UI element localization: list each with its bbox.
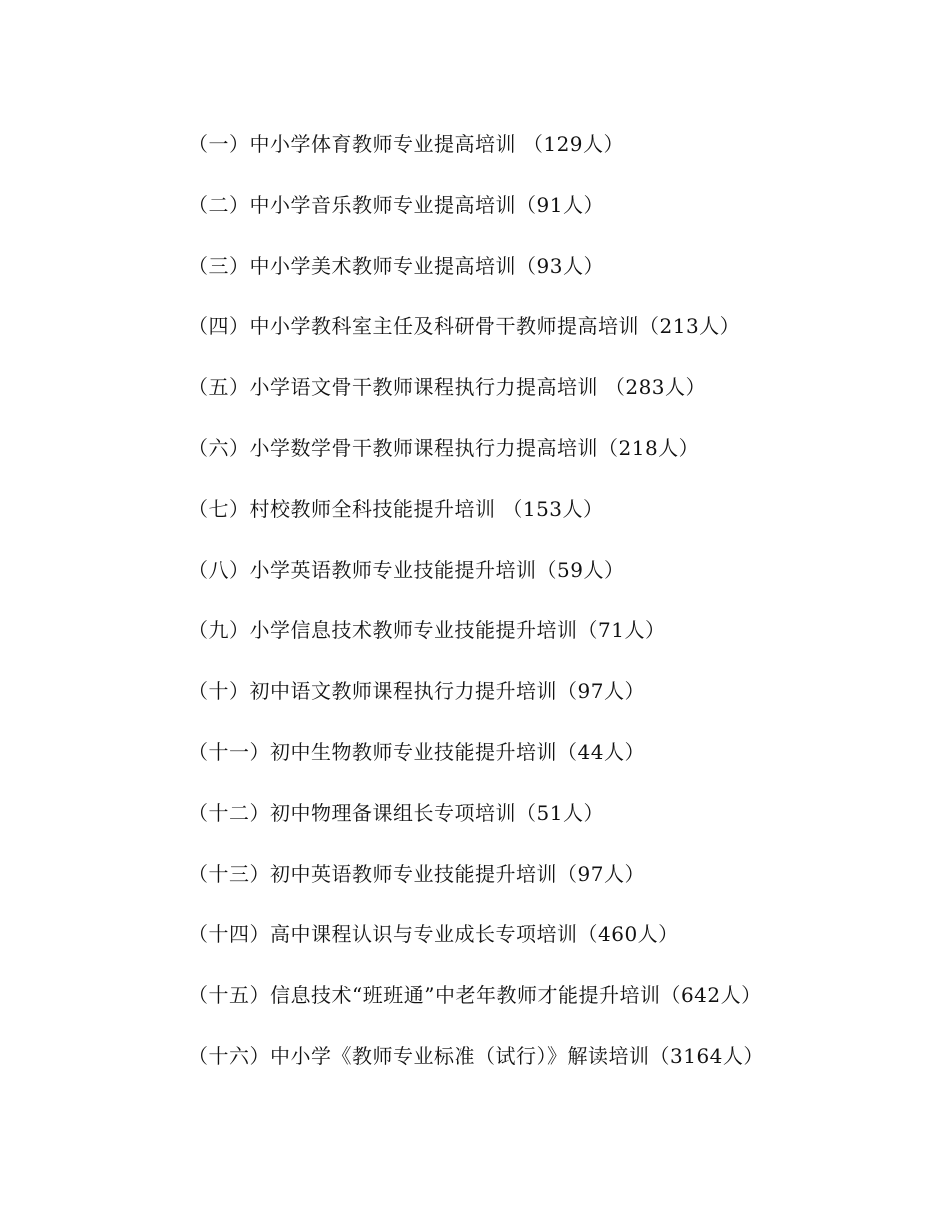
list-item: （七）村校教师全科技能提升培训 （153人） <box>188 496 604 521</box>
training-list <box>188 126 908 1099</box>
list-item: （十六）中小学《教师专业标准（试行）》解读培训（3164人） <box>188 1043 764 1068</box>
list-item: （二）中小学音乐教师专业提高培训（91人） <box>188 192 604 217</box>
list-item: （六）小学数学骨干教师课程执行力提高培训（218人） <box>188 435 700 460</box>
list-item: （十三）初中英语教师专业技能提升培训（97人） <box>188 861 645 886</box>
list-item: （一）中小学体育教师专业提高培训 （129人） <box>188 132 625 156</box>
list-item: （五）小学语文骨干教师课程执行力提高培训 （283人） <box>188 375 707 400</box>
list-item: （十二）初中物理备课组长专项培训（51人） <box>188 800 604 825</box>
list-item: （十五）信息技术“班班通”中老年教师才能提升培训（642人） <box>188 983 762 1008</box>
list-item: （十四）高中课程认识与专业成长专项培训（460人） <box>188 922 679 947</box>
list-item: （十）初中语文教师课程执行力提升培训（97人） <box>188 679 645 704</box>
list-item: （十一）初中生物教师专业技能提升培训（44人） <box>188 739 645 764</box>
list-item: （四）中小学教科室主任及科研骨干教师提高培训（213人） <box>188 314 741 339</box>
list-item: （九）小学信息技术教师专业技能提升培训（71人） <box>188 618 666 643</box>
list-item: （八）小学英语教师专业技能提升培训（59人） <box>188 557 625 582</box>
list-item: （三）中小学美术教师专业提高培训（93人） <box>188 253 604 278</box>
